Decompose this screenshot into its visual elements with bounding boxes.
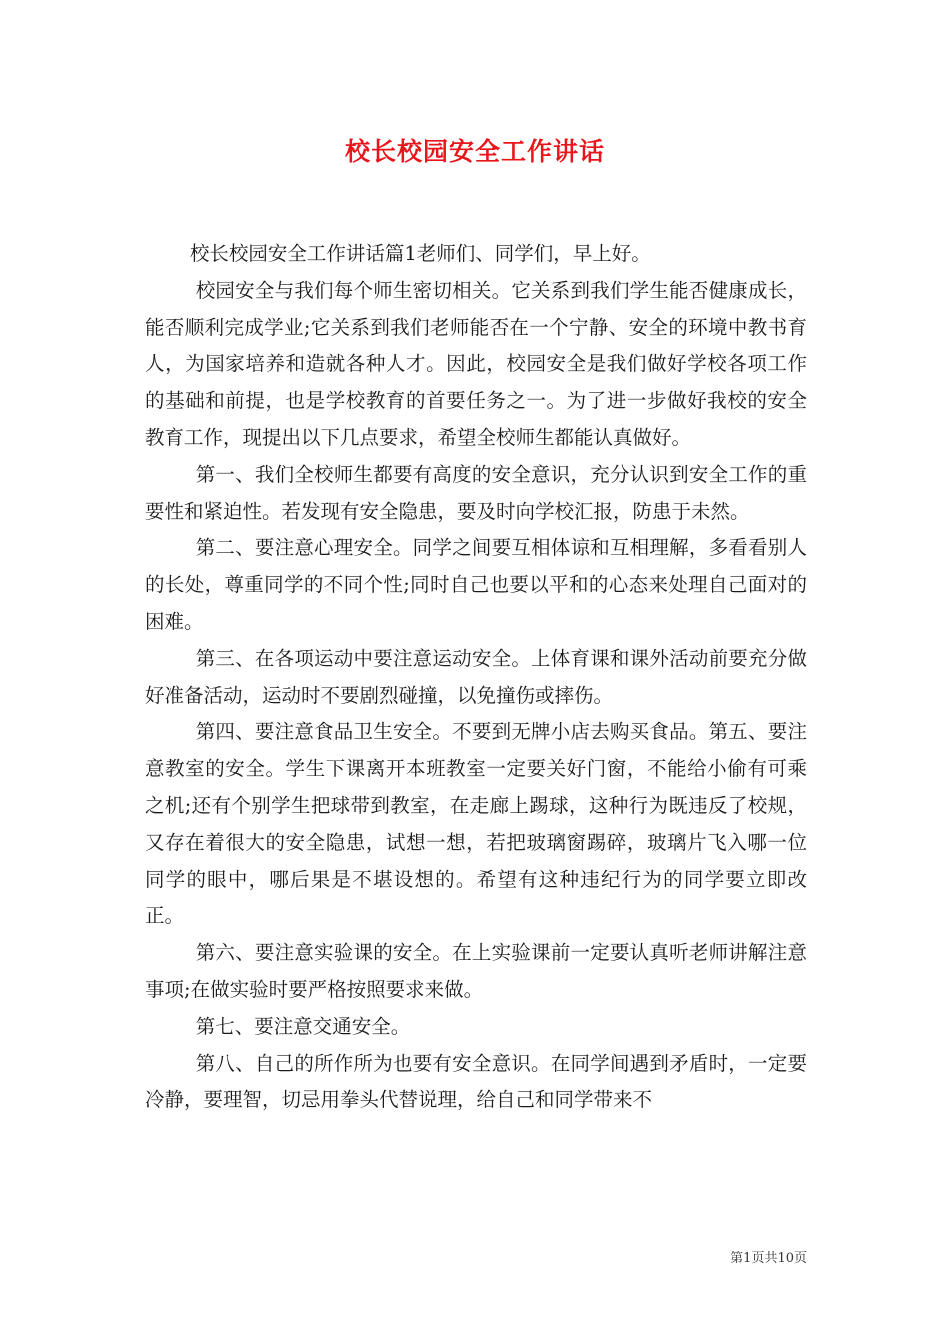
paragraph-third-point: 第三、在各项运动中要注意运动安全。上体育课和课外活动前要充分做好准备活动，运动时不要剧烈碰撞，以免撞伤或摔伤。 [145,646,807,707]
paragraph-seventh-point: 第七、要注意交通安全。 [195,1014,411,1038]
paragraph-intro: 校长校园安全工作讲话篇1老师们、同学们，早上好。 [189,242,651,265]
paragraph-fourth-fifth-points: 第四、要注意食品卫生安全。不要到无牌小店去购买食品。第五、要注意教室的安全。学生下课离开本班教室一定要关好门窗，不能给小偷有可乘之机;还有个别学生把球带到教室，在走廊上踢球，这种行为既违反了校规，又存在着很大的安全隐患，试想一想，若把玻璃窗踢碎，玻璃片飞入哪一位同学的眼中，哪后果是不堪设想的。希望有这种违纪行为的同学要立即改正。 [145,720,807,928]
page-number: 第1页共10页 [730,1251,807,1266]
document-body [145,236,807,1119]
paragraph-campus-safety: 校园安全与我们每个师生密切相关。它关系到我们学生能否健康成长，能否顺利完成学业;它关系到我们老师能否在一个宁静、安全的环境中教书育人，为国家培养和造就各种人才。因此，校园安全是我们做好学校各项工作的基础和前提，也是学校教育的首要任务之一。为了进一步做好我校的安全教育工作，现提出以下几点要求，希望全校师生都能认真做好。 [145,278,807,449]
document-title: 校长校园安全工作讲话 [344,137,605,166]
paragraph-sixth-point: 第六、要注意实验课的安全。在上实验课前一定要认真听老师讲解注意事项;在做实验时要严格按照要求来做。 [145,941,807,1001]
paragraph-first-point: 第一、我们全校师生都要有高度的安全意识，充分认识到安全工作的重要性和紧迫性。若发现有安全隐患，要及时向学校汇报，防患于未然。 [145,462,807,523]
paragraph-eighth-point: 第八、自己的所作所为也要有安全意识。在同学间遇到矛盾时，一定要冷静，要理智，切忌用拳头代替说理，给自己和同学带来不 [145,1051,807,1112]
paragraph-second-point: 第二、要注意心理安全。同学之间要互相体谅和互相理解，多看看别人的长处，尊重同学的不同个性;同时自己也要以平和的心态来处理自己面对的困难。 [145,536,807,633]
